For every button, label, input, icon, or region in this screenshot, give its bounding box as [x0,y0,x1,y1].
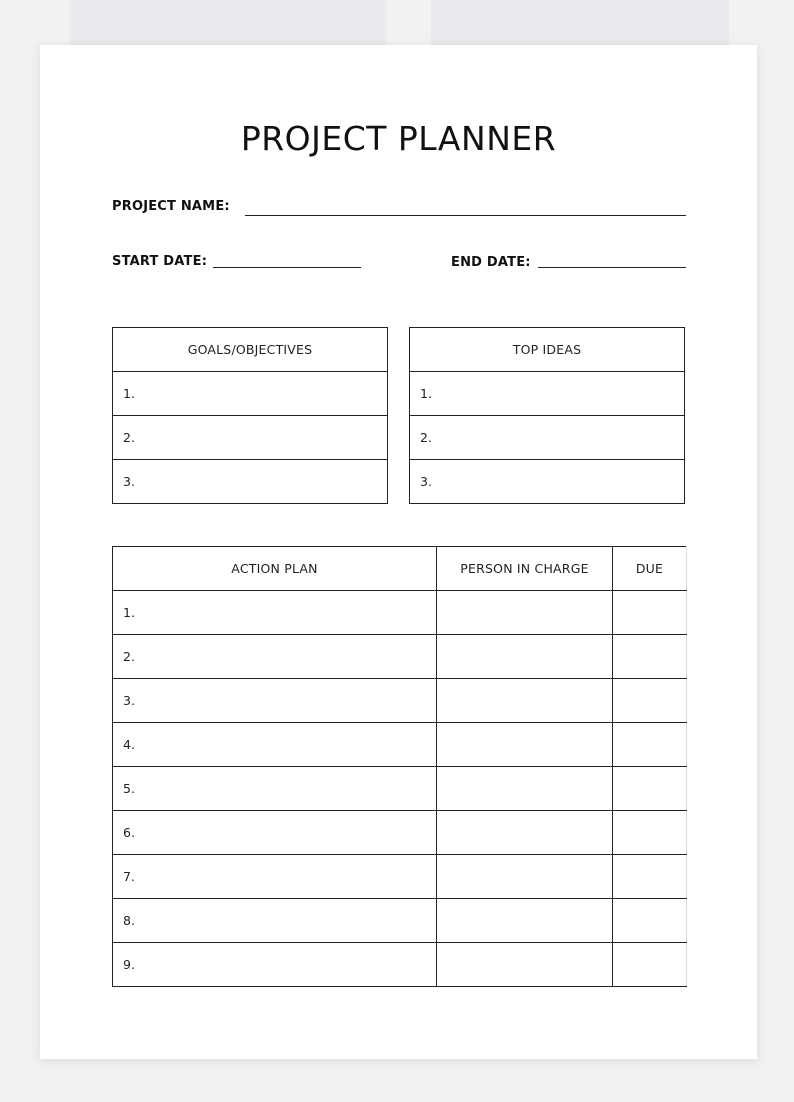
person-in-charge-header: PERSON IN CHARGE [437,547,613,591]
ideas-header: TOP IDEAS [410,328,685,372]
ideas-header-row [410,328,685,372]
ideas-row-3[interactable]: 3. [410,460,685,504]
table-row [113,635,687,679]
due-cell[interactable] [613,723,687,767]
person-cell[interactable] [437,723,613,767]
action-row-number[interactable]: 4. [113,723,437,767]
action-row-number[interactable]: 1. [113,591,437,635]
action-plan-header: ACTION PLAN [113,547,437,591]
table-row [113,460,388,504]
due-header: DUE [613,547,687,591]
goals-header-row [113,328,388,372]
person-cell[interactable] [437,591,613,635]
goals-header: GOALS/OBJECTIVES [113,328,388,372]
due-cell[interactable] [613,943,687,987]
action-header-row [113,547,687,591]
table-row [113,372,388,416]
table-row [113,767,687,811]
action-row-number[interactable]: 5. [113,767,437,811]
due-cell[interactable] [613,679,687,723]
due-cell[interactable] [613,811,687,855]
person-cell[interactable] [437,767,613,811]
person-cell[interactable] [437,899,613,943]
planner-page [40,45,757,1059]
action-row-number[interactable]: 2. [113,635,437,679]
start-date-line[interactable] [213,267,361,268]
table-row [113,899,687,943]
person-cell[interactable] [437,943,613,987]
action-row-number[interactable]: 6. [113,811,437,855]
action-row-number[interactable]: 7. [113,855,437,899]
project-name-line[interactable] [245,215,686,216]
action-row-number[interactable]: 3. [113,679,437,723]
person-cell[interactable] [437,679,613,723]
due-cell[interactable] [613,591,687,635]
action-plan-table [112,546,687,987]
ideas-row-2[interactable]: 2. [410,416,685,460]
action-row-number[interactable]: 8. [113,899,437,943]
person-cell[interactable] [437,855,613,899]
page-title: PROJECT PLANNER [240,119,557,158]
project-name-label: PROJECT NAME: [112,199,230,214]
person-cell[interactable] [437,635,613,679]
goals-row-3[interactable]: 3. [113,460,388,504]
start-date-label: START DATE: [112,254,208,269]
table-row [113,416,388,460]
end-date-line[interactable] [538,267,686,268]
goals-row-2[interactable]: 2. [113,416,388,460]
goals-row-1[interactable]: 1. [113,372,388,416]
top-ideas-table [409,327,685,504]
due-cell[interactable] [613,767,687,811]
due-cell[interactable] [613,899,687,943]
ideas-row-1[interactable]: 1. [410,372,685,416]
due-cell[interactable] [613,855,687,899]
table-row [113,811,687,855]
table-row [113,591,687,635]
person-cell[interactable] [437,811,613,855]
action-row-number[interactable]: 9. [113,943,437,987]
table-row [113,943,687,987]
goals-table [112,327,388,504]
due-cell[interactable] [613,635,687,679]
table-row [113,723,687,767]
table-row [410,416,685,460]
table-row [113,679,687,723]
background-sheet-right [431,0,729,46]
table-row [410,372,685,416]
end-date-label: END DATE: [451,255,531,270]
table-row [410,460,685,504]
table-row [113,855,687,899]
background-sheet-left [70,0,386,46]
